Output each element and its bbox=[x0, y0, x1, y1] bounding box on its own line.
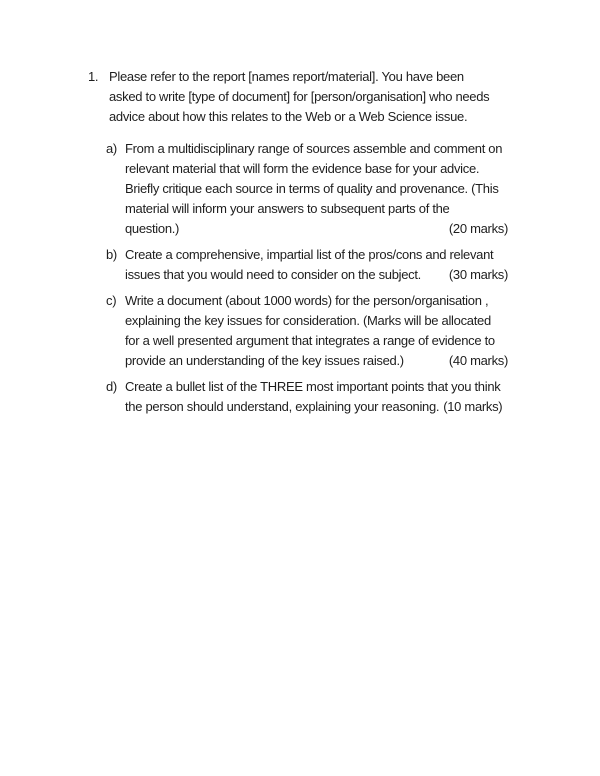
question-intro bbox=[88, 67, 508, 127]
part-a-last-line: question.) bbox=[125, 221, 180, 236]
part-c-line-3: for a well presented argument that integrates a range of evidence to bbox=[125, 333, 495, 348]
marks-label-a: (20 marks) bbox=[448, 221, 508, 236]
question-number: 1. bbox=[88, 69, 99, 84]
part-body-a bbox=[125, 139, 508, 239]
question-1 bbox=[88, 67, 508, 423]
part-c-line-2: explaining the key issues for consideration. (Marks will be allocated bbox=[125, 313, 491, 328]
question-part-a bbox=[106, 139, 508, 239]
text-line bbox=[109, 87, 508, 107]
part-label-c: c) bbox=[106, 293, 117, 308]
question-part-c bbox=[106, 291, 508, 371]
part-label-d: d) bbox=[106, 379, 117, 394]
intro-line-2: asked to write [type of document] for [person/organisation] who needs bbox=[109, 89, 490, 104]
part-body-d bbox=[125, 377, 508, 417]
part-a-line-2: relevant material that will form the evidence base for your advice. bbox=[125, 161, 480, 176]
part-c-line-1: Write a document (about 1000 words) for the person/organisation , bbox=[125, 293, 489, 308]
text-line bbox=[109, 67, 508, 87]
text-line bbox=[125, 397, 508, 417]
part-c-last-line: provide an understanding of the key issues raised.) bbox=[125, 353, 404, 368]
part-b-last-line: issues that you would need to consider on the subject. bbox=[125, 267, 421, 282]
part-a-line-4: material will inform your answers to subsequent parts of the bbox=[125, 201, 450, 216]
question-part-b bbox=[106, 245, 508, 285]
text-line bbox=[125, 351, 508, 371]
marks-label-c: (40 marks) bbox=[448, 353, 508, 368]
marks-label-d: (10 marks) bbox=[443, 399, 503, 414]
text-line bbox=[109, 107, 508, 127]
part-d-last-line: the person should understand, explaining your reasoning. bbox=[125, 399, 440, 414]
part-d-line-1: Create a bullet list of the THREE most important points that you think bbox=[125, 379, 501, 394]
text-line bbox=[125, 219, 508, 239]
question-part-d bbox=[106, 377, 508, 417]
text-line bbox=[125, 159, 508, 179]
part-label-a: a) bbox=[106, 141, 117, 156]
text-line bbox=[125, 265, 508, 285]
part-label-b: b) bbox=[106, 247, 117, 262]
part-a-line-1: From a multidisciplinary range of sources assemble and comment on bbox=[125, 141, 503, 156]
text-line bbox=[125, 199, 508, 219]
question-intro-text bbox=[109, 67, 508, 127]
text-line bbox=[125, 179, 508, 199]
text-line bbox=[125, 245, 508, 265]
part-a-line-3: Briefly critique each source in terms of quality and provenance. (This bbox=[125, 181, 499, 196]
marks-label-b: (30 marks) bbox=[448, 267, 508, 282]
text-line bbox=[125, 311, 508, 331]
part-b-line-1: Create a comprehensive, impartial list of the pros/cons and relevant bbox=[125, 247, 494, 262]
text-line bbox=[125, 377, 508, 397]
text-line bbox=[125, 139, 508, 159]
text-line bbox=[125, 291, 508, 311]
intro-line-1: Please refer to the report [names report/material]. You have been bbox=[109, 69, 464, 84]
intro-line-3: advice about how this relates to the Web or a Web Science issue. bbox=[109, 109, 468, 124]
part-body-c bbox=[125, 291, 508, 371]
part-body-b bbox=[125, 245, 508, 285]
text-line bbox=[125, 331, 508, 351]
